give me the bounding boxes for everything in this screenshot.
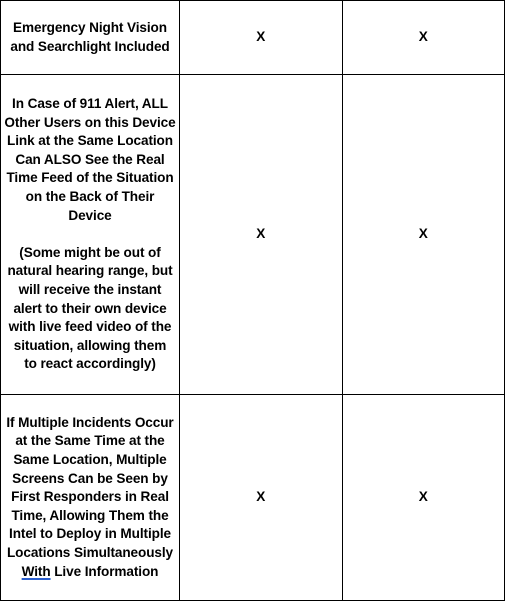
note-text-line: alert to their own device: [13, 300, 167, 316]
feature-text-line: Link at the Same Location: [7, 133, 173, 149]
feature-text-line: at the Same Time at the: [15, 433, 165, 449]
feature-text-line: Same Location, Multiple: [13, 452, 167, 468]
feature-text-line: and Searchlight Included: [10, 38, 170, 54]
feature-text-line: Screens Can be Seen by: [12, 470, 168, 486]
feature-text-line: Time, Allowing Them the: [11, 507, 169, 523]
table-row: [1, 75, 505, 395]
note-text-line: situation, allowing them: [13, 337, 167, 353]
x-mark: X: [256, 226, 266, 242]
feature-text-line: Intel to Deploy in Multiple: [9, 526, 171, 542]
feature-text-line: Emergency Night Vision: [13, 19, 167, 35]
x-mark: X: [418, 226, 428, 242]
feature-text-line: [1, 563, 179, 582]
check-mark-cell: [342, 75, 505, 395]
check-mark-cell: [180, 75, 343, 395]
note-text-line: with live feed video of the: [8, 319, 172, 335]
x-mark: X: [256, 29, 266, 45]
check-mark-cell: [342, 1, 505, 75]
feature-text-line: Can ALSO See the Real: [15, 151, 165, 167]
note-text-line: will receive the instant: [18, 281, 162, 297]
feature-text-line: In Case of 911 Alert, ALL: [12, 96, 168, 112]
feature-text-line: Time Feed of the Situation: [6, 170, 174, 186]
feature-text-line: on the Back of Their: [25, 189, 155, 205]
feature-description-cell: [1, 395, 180, 601]
paragraph-gap: [1, 225, 179, 244]
feature-description-cell: [1, 1, 180, 75]
x-mark: X: [256, 489, 266, 505]
spellcheck-underlined-word: With: [21, 563, 51, 579]
feature-description-cell: [1, 75, 180, 395]
check-mark-cell: [180, 395, 343, 601]
note-text-line: (Some might be out of: [19, 244, 161, 260]
table-row: [1, 1, 505, 75]
check-mark-cell: [342, 395, 505, 601]
note-text-line: natural hearing range, but: [7, 263, 173, 279]
x-mark: X: [418, 489, 428, 505]
feature-text-line: Other Users on this Device: [4, 114, 176, 130]
table-row: [1, 395, 505, 601]
note-text-line: to react accordingly): [24, 356, 156, 372]
check-mark-cell: [180, 1, 343, 75]
x-mark: X: [418, 29, 428, 45]
feature-text-line: If Multiple Incidents Occur: [6, 414, 174, 430]
feature-text-line: Locations Simultaneously: [6, 544, 174, 560]
feature-text-fragment: Live Information: [50, 563, 159, 579]
feature-text-line: First Responders in Real: [11, 489, 169, 505]
feature-text-line: Device: [68, 207, 112, 223]
